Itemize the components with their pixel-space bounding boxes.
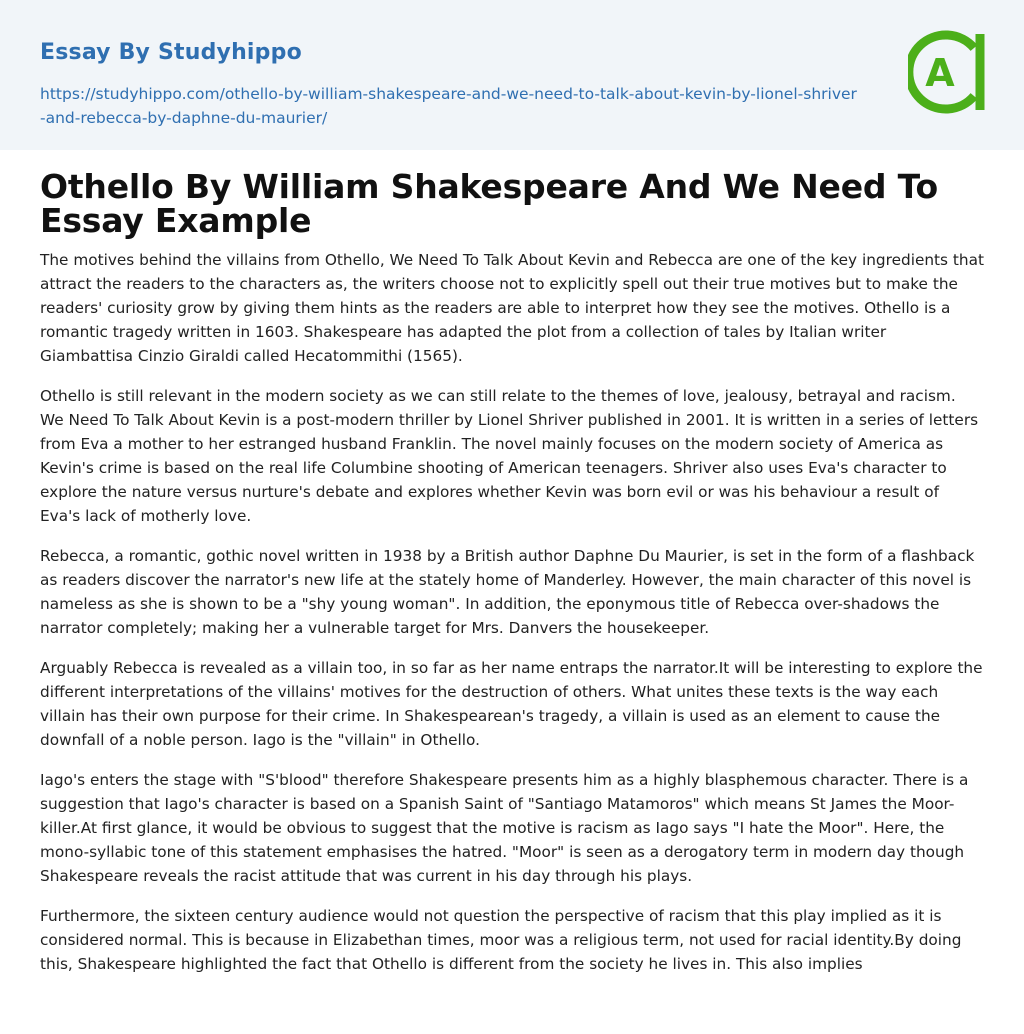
article-body <box>40 248 984 976</box>
article-title: Othello By William Shakespeare And We Need To Essay Example <box>40 167 938 240</box>
site-header <box>0 0 1024 150</box>
article <box>40 167 984 992</box>
article-paragraph: Arguably Rebecca is revealed as a villain too, in so far as her name entraps the narrator.It will be interesting to explore the different interpretations of the villains' motives for the destruction of others. What unites these texts is the way each villain has their own purpose for their crime. In Shakespearean's tragedy, a villain is used as an element to cause the downfall of a noble person. Iago is the "villain" in Othello. <box>40 659 983 749</box>
article-paragraph: Othello is still relevant in the modern society as we can still relate to the themes of love, jealousy, betrayal and racism. We Need To Talk About Kevin is a post-modern thriller by Lionel Shriver published in 2001. It is written in a series of letters from Eva a mother to her estranged husband Franklin. The novel mainly focuses on the modern society of America as Kevin's crime is based on the real life Columbine shooting of American teenagers. Shriver also uses Eva's character to explore the nature versus nurture's debate and explores whether Kevin was born evil or was his behaviour a result of Eva's lack of motherly love. <box>40 387 979 525</box>
article-paragraph: Rebecca, a romantic, gothic novel written in 1938 by a British author Daphne Du Maurier, is set in the form of a flashback as readers discover the narrator's new life at the stately home of Manderley. However, the main character of this novel is nameless as she is shown to be a "shy young woman". In addition, the eponymous title of Rebecca over-shadows the narrator completely; making her a vulnerable target for Mrs. Danvers the housekeeper. <box>40 547 975 637</box>
source-url-link[interactable]: https://studyhippo.com/othello-by-william-shakespeare-and-we-need-to-talk-about-kevin-by-lionel-shriver-and-rebecca-by-daphne-du-maurier/ <box>40 85 857 127</box>
article-paragraph: Furthermore, the sixteen century audience would not question the perspective of racism that this play implied as it is considered normal. This is because in Elizabethan times, moor was a religious term, not used for racial identity.By doing this, Shakespeare highlighted the fact that Othello is different from the society he lives in. This also implies <box>40 907 962 973</box>
article-paragraph: Iago's enters the stage with "S'blood" therefore Shakespeare presents him as a highly blasphemous character. There is a suggestion that Iago's character is based on a Spanish Saint of "Santiago Matamoros" which means St James the Moor-killer.At first glance, it would be obvious to suggest that the motive is racism as Iago says "I hate the Moor". Here, the mono-syllabic tone of this statement emphasises the hatred. "Moor" is seen as a derogatory term in modern day though Shakespeare reveals the racist attitude that was current in his day through his plays. <box>40 771 969 885</box>
article-paragraph: The motives behind the villains from Othello, We Need To Talk About Kevin and Rebecca are one of the key ingredients that attract the readers to the characters as, the writers choose not to explicitly spell out their true motives but to make the readers' curiosity grow by giving them hints as the readers are able to interpret how they see the motives. Othello is a romantic tragedy written in 1603. Shakespeare has adapted the plot from a collection of tales by Italian writer Giambattisa Cinzio Giraldi called Hecatommithi (1565). <box>40 251 984 365</box>
site-brand[interactable]: Essay By Studyhippo <box>40 40 302 65</box>
studyhippo-logo-icon[interactable] <box>908 28 988 116</box>
logo-letter: A <box>925 51 955 95</box>
